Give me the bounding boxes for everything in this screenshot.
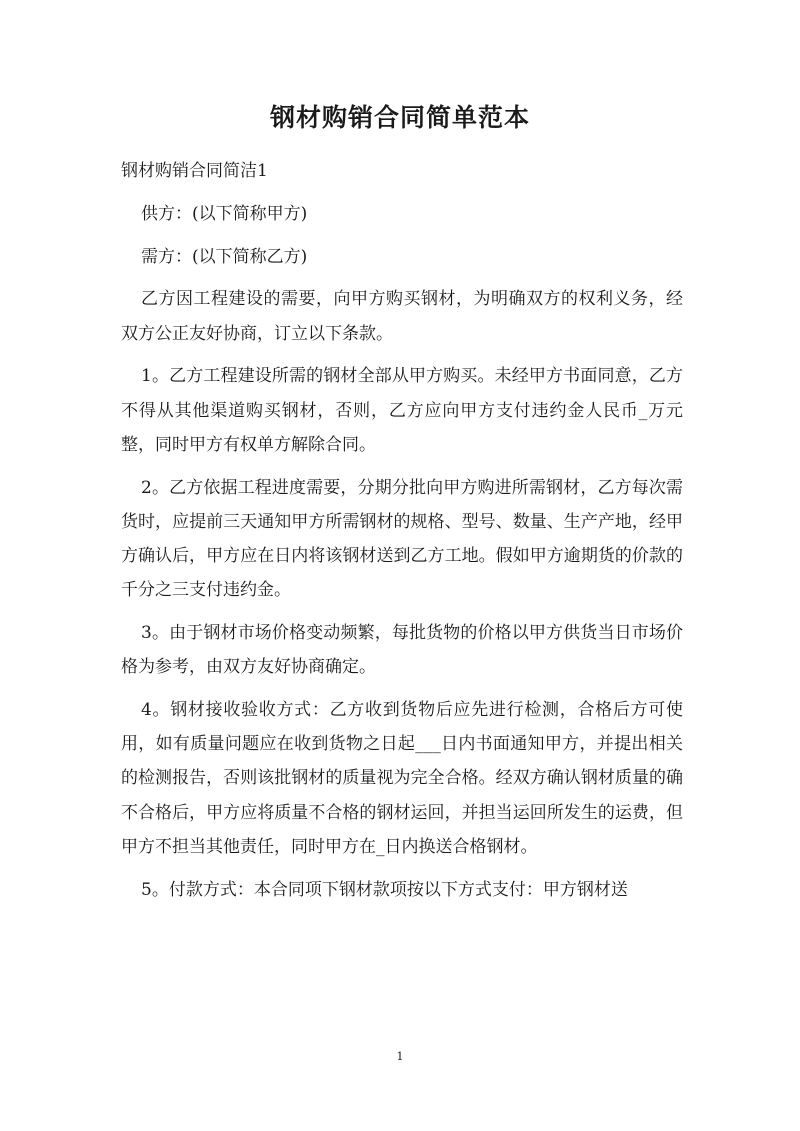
preamble-paragraph: 乙方因工程建设的需要，向甲方购买钢材，为明确双方的权利义务，经双方公正友好协商，订立以下条款。 [121,289,683,344]
document-title: 钢材购销合同简单范本 [269,103,530,132]
buyer-line: 需方：(以下简称乙方) [141,246,308,267]
clause-1: 1。乙方工程建设所需的钢材全部从甲方购买。未经甲方书面同意，乙方不得从其他渠道购买钢材，否则，乙方应向甲方支付违约金人民币_万元整，同时甲方有权单方解除合同。 [121,366,683,455]
document-body [121,154,683,915]
clause-4: 4。钢材接收验收方式：乙方收到货物后应先进行检测，合格后方可使用，如有质量问题应在收到货物之日起___日内书面通知甲方，并提出相关的检测报告，否则该批钢材的质量视为完全合格。经双方确认钢材质量的确不合格后，甲方应将质量不合格的钢材运回，并担当运回所发生的运费，但甲方不担当其他责任，同时甲方在_日内换送合格钢材。 [121,700,683,857]
clause-3: 3。由于钢材市场价格变动频繁，每批货物的价格以甲方供货当日市场价格为参考，由双方友好协商确定。 [121,623,683,678]
page-number: 1 [396,1050,404,1063]
clause-5: 5。付款方式：本合同项下钢材款项按以下方式支付：甲方钢材送 [141,879,628,900]
clause-2: 2。乙方依据工程进度需要，分期分批向甲方购进所需钢材，乙方每次需货时，应提前三天通知甲方所需钢材的规格、型号、数量、生产产地，经甲方确认后，甲方应在日内将该钢材送到乙方工地。假如甲方逾期货的价款的千分之三支付违约金。 [121,477,683,601]
supplier-line: 供方：(以下简称甲方) [141,203,308,224]
section-heading: 钢材购销合同简洁1 [121,161,268,181]
